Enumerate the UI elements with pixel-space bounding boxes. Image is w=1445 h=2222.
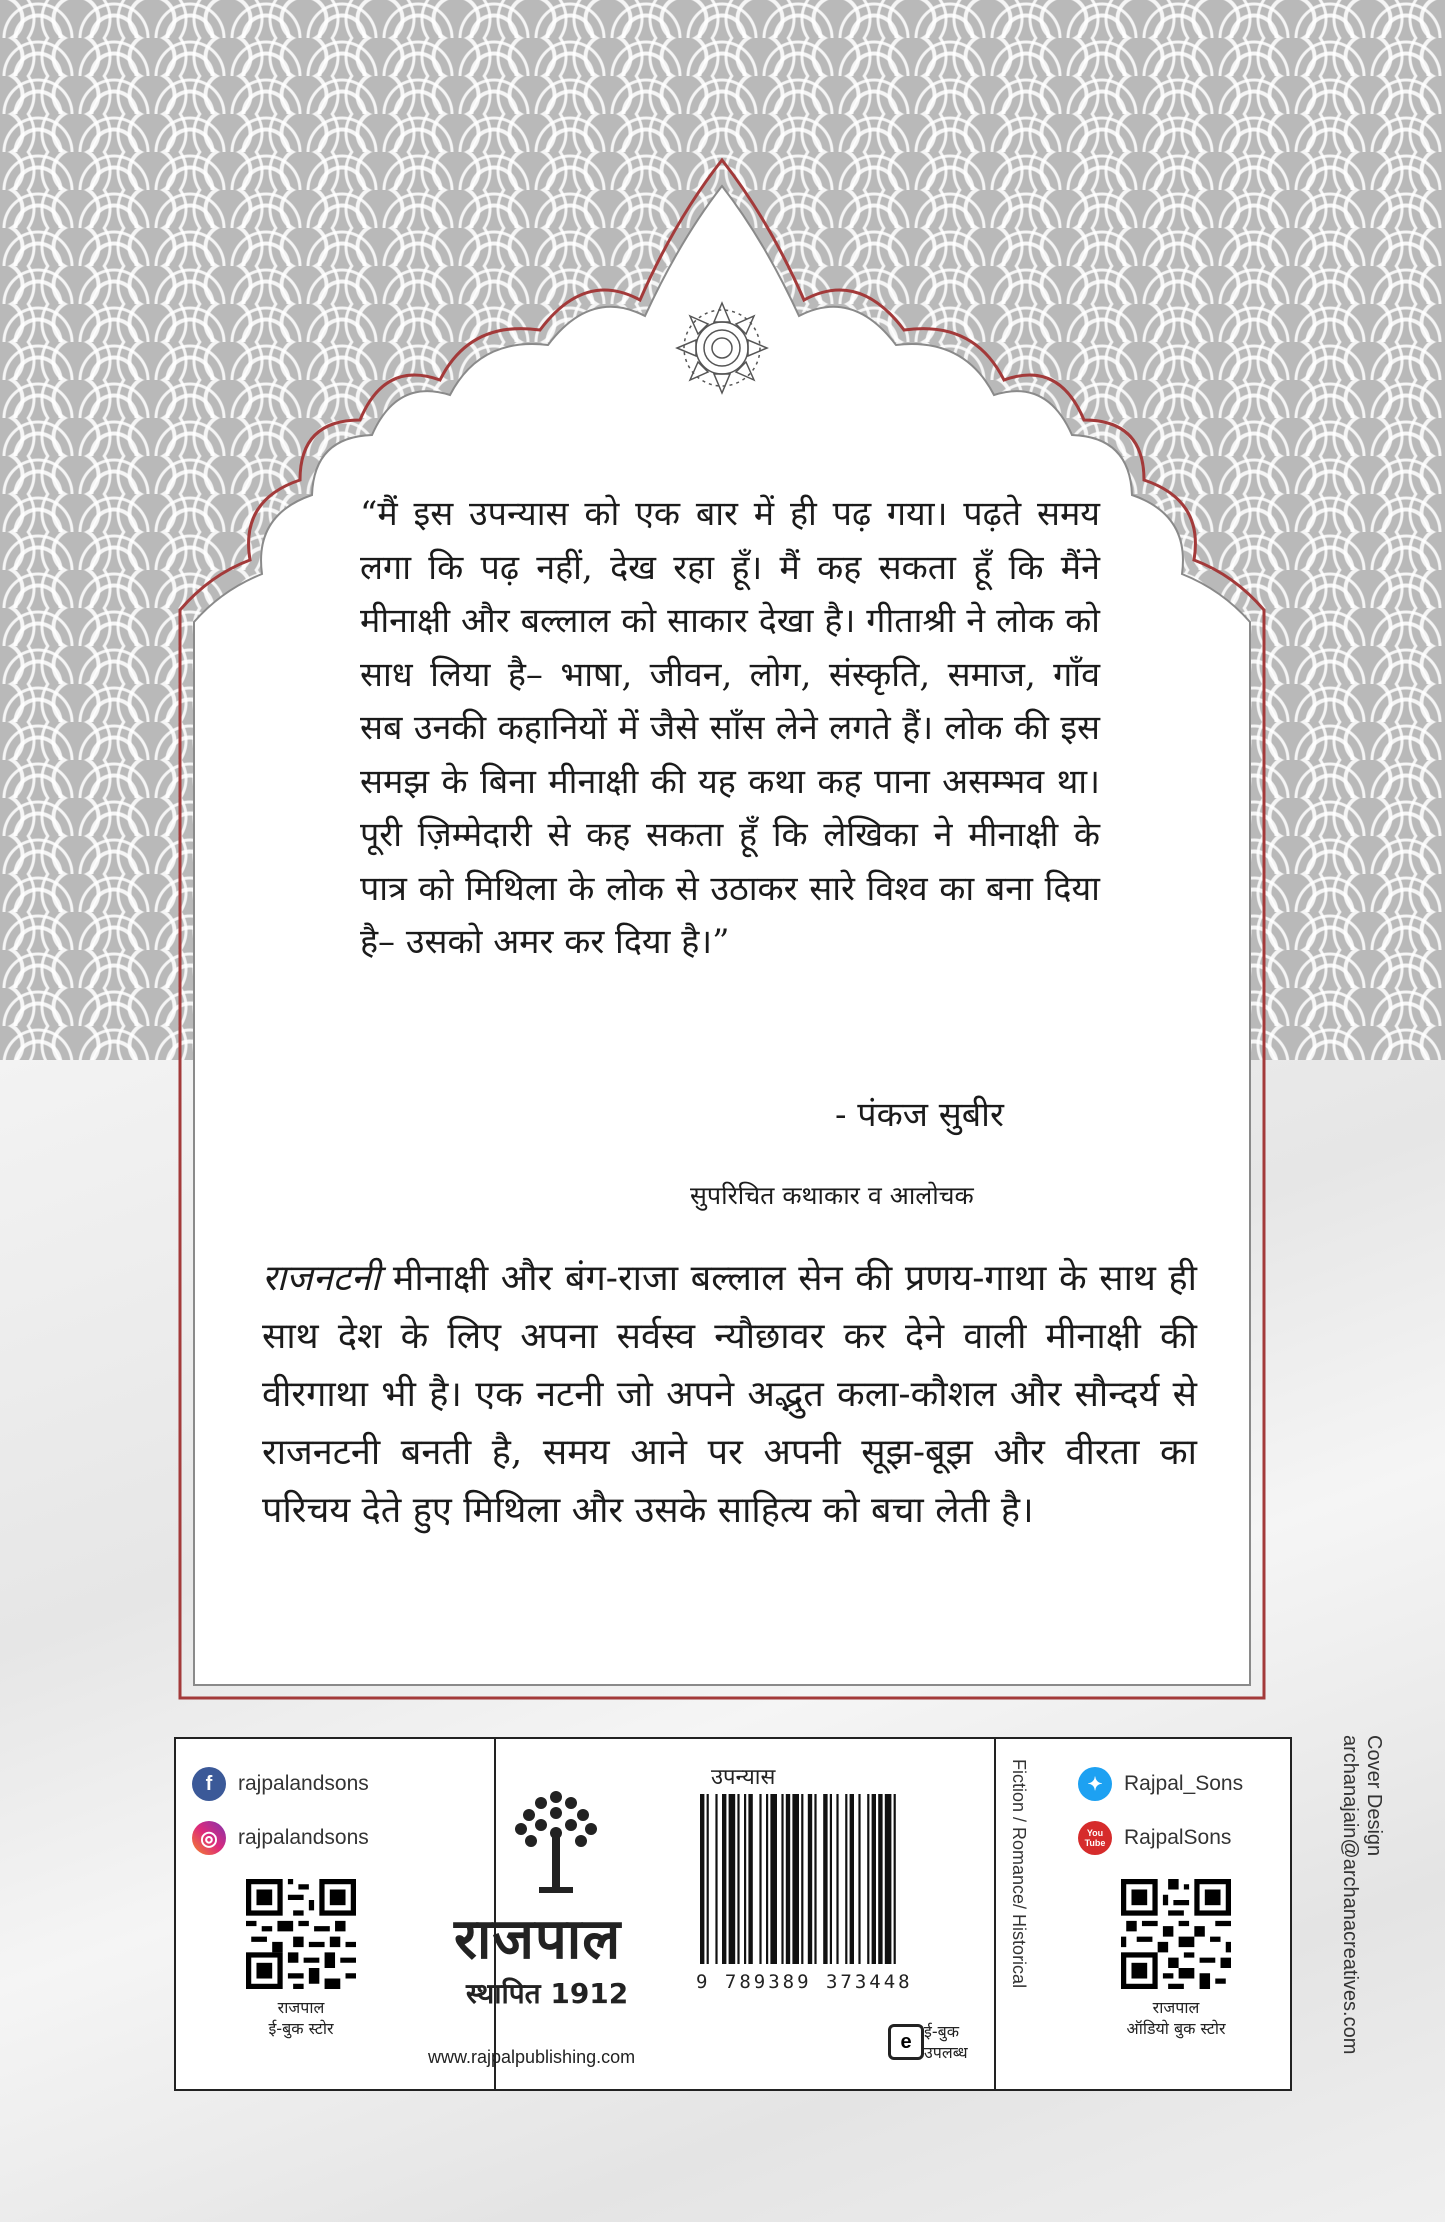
ebook-label-line-1: ई-बुक (924, 2022, 960, 2041)
instagram-link[interactable] (192, 1821, 369, 1855)
divider (994, 1739, 996, 2089)
twitter-icon: ✦ (1078, 1767, 1112, 1801)
quote-author: - पंकज सुबीर (835, 1095, 1004, 1135)
isbn-barcode (696, 1794, 966, 1969)
facebook-link[interactable] (192, 1767, 369, 1801)
book-title-word: राजनटनी (262, 1258, 381, 1299)
ebook-available-label (924, 2021, 984, 2063)
publisher-logo-name: राजपाल (454, 1907, 622, 1972)
ebook-icon: e (888, 2024, 924, 2060)
youtube-icon: You Tube (1078, 1821, 1112, 1855)
audio-caption-line-1: राजपाल (1152, 1998, 1200, 2017)
book-description (262, 1250, 1197, 1540)
publisher-info-box (174, 1737, 1292, 2091)
review-quote: “मैं इस उपन्यास को एक बार में ही पढ़ गया। पढ़ते समय लगा कि पढ़ नहीं, देख रहा हूँ। मैं कह सकता हूँ कि मैंने मीनाक्षी और बल्लाल को साकार देखा है। गीताश्री ने लोक को साध लिया है– भाषा, जीवन, लोग, संस्कृति, समाज, गाँव सब उनकी कहानियों में जैसे साँस लेने लगते हैं। लोक की इस समझ के बिना मीनाक्षी की यह कथा कह पाना असम्भव था। पूरी ज़िम्मेदारी से कह सकता हूँ कि लेखिका ने मीनाक्षी के पात्र को मिथिला के लोक से उठाकर सारे विश्व का बना दिया है– उसको अमर कर दिया है।” (360, 494, 1100, 962)
facebook-handle: rajpalandsons (238, 1772, 369, 1795)
youtube-handle: RajpalSons (1124, 1826, 1232, 1849)
ebook-caption-line-1: राजपाल (277, 1998, 325, 2017)
facebook-icon: f (192, 1767, 226, 1801)
twitter-link[interactable] (1078, 1767, 1243, 1801)
tree-logo-icon (511, 1787, 601, 1897)
ebook-caption-line-2: ई-बुक स्टोर (268, 2019, 334, 2038)
cover-design-email[interactable]: archanajain@archanacreatives.com (1339, 1735, 1361, 2055)
publisher-website[interactable]: www.rajpalpublishing.com (428, 2047, 636, 2067)
twitter-handle: Rajpal_Sons (1124, 1772, 1244, 1795)
quote-author-role: सुपरिचित कथाकार व आलोचक (690, 1181, 974, 1210)
book-category: Fiction / Romance/ Historical (1009, 1759, 1029, 1989)
instagram-handle: rajpalandsons (238, 1826, 369, 1849)
audiobook-store-qr-code[interactable] (1121, 1879, 1231, 1989)
cover-design-label: Cover Design (1363, 1735, 1385, 1857)
book-description-text: मीनाक्षी और बंग-राजा बल्लाल सेन की प्रणय-गाथा के साथ ही साथ देश के लिए अपना सर्वस्व न्यौछावर कर देने वाली मीनाक्षी की वीरगाथा भी है। एक नटनी जो अपने अद्भुत कला-कौशल और सौन्दर्य से राजनटनी बनती है, समय आने पर अपनी सूझ-बूझ और वीरता का परिचय देते हुए मिथिला और उसके साहित्य को बचा लेती है। (262, 1258, 1197, 1531)
genre-label: उपन्यास (711, 1765, 776, 1790)
publisher-established: स्थापित 1912 (466, 1977, 629, 2010)
cover-design-credit (1338, 1735, 1386, 2054)
audiobook-store-caption (1091, 1997, 1261, 2039)
ebook-store-qr-code[interactable] (246, 1879, 356, 1989)
youtube-link[interactable] (1078, 1821, 1231, 1855)
audio-caption-line-2: ऑडियो बुक स्टोर (1126, 2019, 1226, 2038)
instagram-icon: ◎ (192, 1821, 226, 1855)
ebook-label-line-2: उपलब्ध (924, 2043, 968, 2062)
ebook-store-caption (216, 1997, 386, 2039)
isbn-digits: 9 789389 373448 (696, 1971, 913, 1993)
